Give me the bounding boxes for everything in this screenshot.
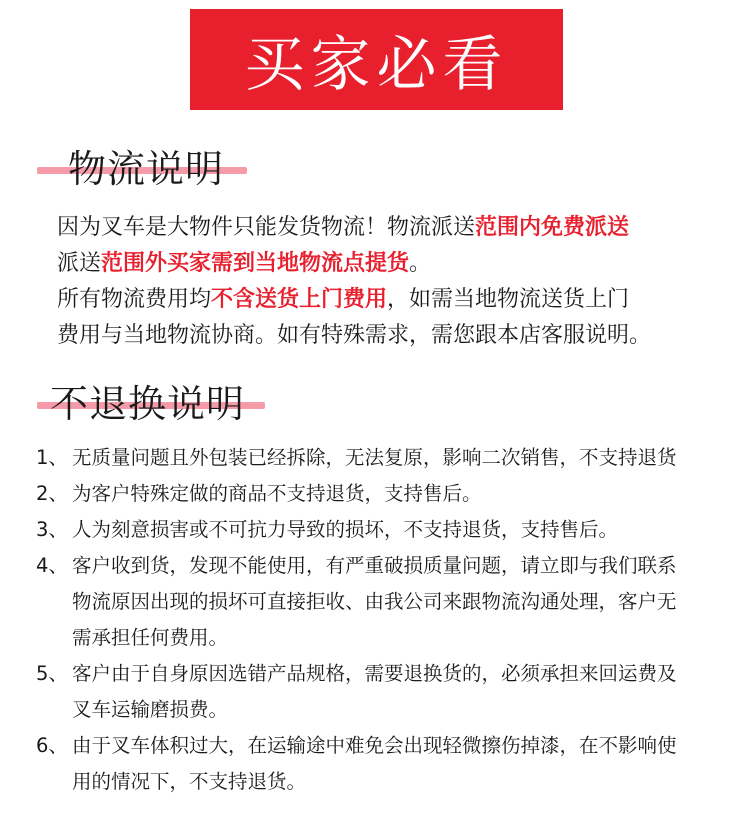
logistics-body [57, 210, 727, 354]
returns-heading [0, 380, 330, 428]
list-item-text: 由于叉车体积过大，在运输途中难免会出现轻微擦伤掉漆，在不影响使 [72, 734, 677, 757]
list-item-number: 2、 [36, 482, 68, 505]
list-item-text: 物流原因出现的损坏可直接拒收、由我公司来跟物流沟通处理，客户无 [72, 590, 677, 613]
list-item-text: 需承担任何费用。 [72, 626, 229, 649]
list-item [36, 728, 726, 800]
list-item-text: 为客户特殊定做的商品不支持退货，支持售后。 [72, 482, 482, 505]
logistics-heading-text: 物流说明 [68, 147, 225, 191]
text: 。 [409, 251, 432, 276]
page-title-banner [190, 9, 563, 110]
list-item-number: 3、 [36, 518, 68, 541]
list-item-number: 1、 [36, 446, 68, 469]
page-title: 买家必看 [244, 29, 509, 100]
text: ，如需当地物流送货上门 [387, 287, 630, 312]
text: 派送 [57, 251, 102, 276]
list-item-text: 客户由于自身原因选错产品规格，需要退换货的，必须承担来回运费及 [72, 662, 677, 685]
text: 因为叉车是大物件只能发货物流！物流派送 [57, 215, 476, 240]
returns-list [36, 440, 726, 800]
list-item-number: 5、 [36, 662, 68, 685]
logistics-line-2 [57, 246, 727, 282]
text: 所有物流费用均 [57, 287, 212, 312]
list-item [36, 512, 726, 548]
logistics-line-3 [57, 282, 727, 318]
list-item-number: 6、 [36, 734, 68, 757]
list-item-text: 无质量问题且外包装已经拆除，无法复原，影响二次销售，不支持退货 [72, 446, 677, 469]
list-item-number: 4、 [36, 554, 68, 577]
highlight-text: 范围内免费派送 [475, 215, 630, 240]
list-item-text: 客户收到货，发现不能使用，有严重破损质量问题，请立即与我们联系 [72, 554, 677, 577]
highlight-text: 不含送货上门费用 [211, 287, 388, 312]
highlight-text: 范围外买家需到当地物流点提货 [101, 251, 410, 276]
list-item-text: 叉车运输磨损费。 [72, 698, 229, 721]
list-item [36, 548, 726, 656]
list-item [36, 656, 726, 728]
logistics-heading [0, 145, 330, 193]
list-item-text: 人为刻意损害或不可抗力导致的损坏，不支持退货，支持售后。 [72, 518, 619, 541]
returns-heading-text: 不退换说明 [50, 382, 246, 426]
logistics-line-4: 费用与当地物流协商。如有特殊需求，需您跟本店客服说明。 [57, 323, 652, 348]
list-item-text: 用的情况下，不支持退货。 [72, 770, 307, 793]
list-item [36, 476, 726, 512]
list-item [36, 440, 726, 476]
logistics-line-1 [57, 210, 727, 246]
